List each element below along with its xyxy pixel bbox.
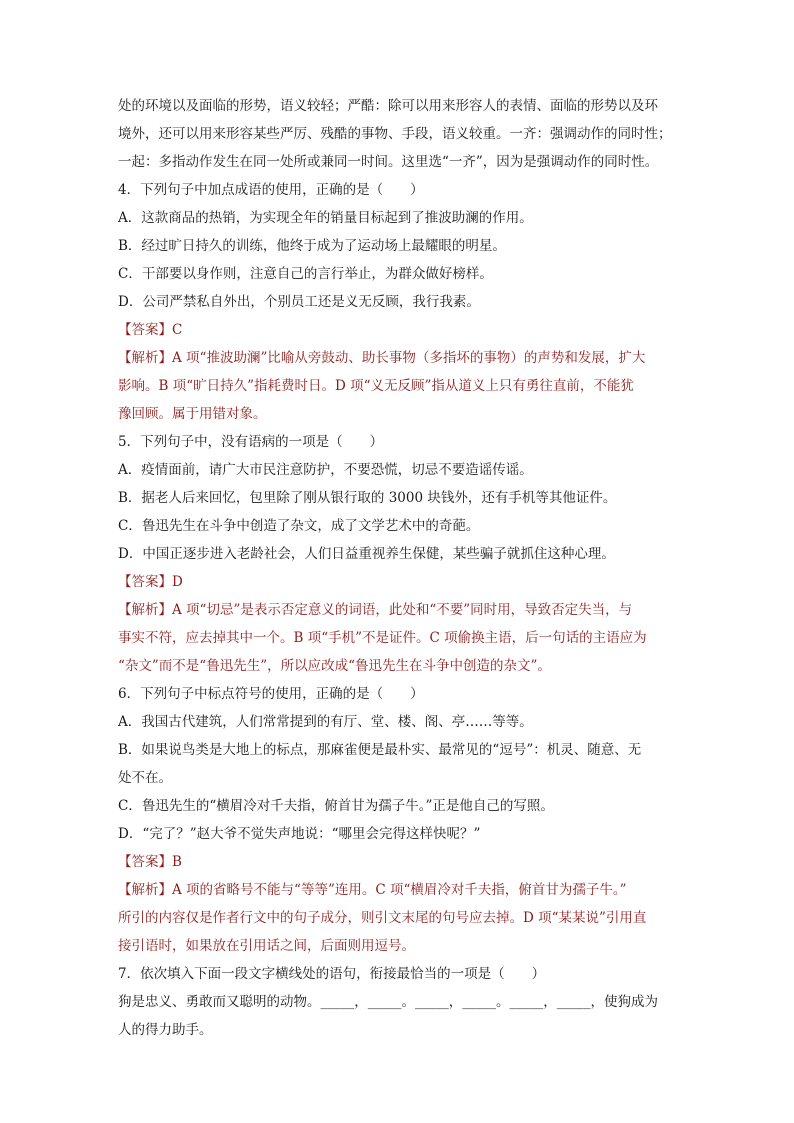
option-d: D．“完了？”赵大爷不觉失声地说：“哪里会完得这样快呢？”	[118, 826, 481, 842]
analysis-line: 【解析】A 项的省略号不能与“等等”连用。C 项“横眉冷对千夫指，俯首甘为孺子牛。”	[118, 882, 627, 898]
top-paragraph	[118, 92, 678, 176]
option-d: D．公司严禁私自外出，个别员工还是义无反顾，我行我素。	[118, 294, 480, 310]
option-c: C．鲁迅先生在斗争中创造了杂文，成了文学艺术中的奇葩。	[118, 518, 480, 534]
text-line: 处的环境以及面临的形势，语义较轻；严酷：除可以用来形容人的表情、面临的形势以及环	[118, 98, 658, 114]
option-b-continued: 处不在。	[118, 770, 172, 786]
option-b: B．经过旷日持久的训练，他终于成为了运动场上最耀眼的明星。	[118, 238, 506, 254]
question-7	[118, 960, 678, 1044]
option-a: A．我国古代建筑，人们常常提到的有厅、堂、楼、阁、亭……等等。	[118, 714, 533, 730]
option-b: B．如果说鸟类是大地上的标点，那麻雀便是最朴实、最常见的“逗号”：机灵、随意、无	[118, 742, 642, 758]
document-content	[118, 92, 678, 1044]
option-c: C．干部要以身作则，注意自己的言行举止，为群众做好榜样。	[118, 266, 493, 282]
option-c: C．鲁迅先生的“横眉冷对千夫指，俯首甘为孺子牛。”正是他自己的写照。	[118, 798, 554, 814]
option-b: B．据老人后来回忆，包里除了刚从银行取的 3000 块钱外，还有手机等其他证件。	[118, 490, 617, 506]
analysis-line: “杂文”而不是“鲁迅先生”，所以应改成“鲁迅先生在斗争中创造的杂文”。	[118, 658, 551, 674]
question-4	[118, 176, 678, 428]
analysis-line: 【解析】A 项“推波助澜”比喻从旁鼓动、助长事物（多指坏的事物）的声势和发展，扩大	[118, 350, 646, 366]
option-d: D．中国正逐步进入老龄社会，人们日益重视养生保健，某些骗子就抓住这种心理。	[118, 546, 615, 562]
answer-label: 【答案】D	[118, 574, 183, 590]
question-stem: 6．下列句子中标点符号的使用，正确的是（ ）	[118, 686, 424, 702]
answer-label: 【答案】C	[118, 322, 183, 338]
text-line: 一起：多指动作发生在同一处所或兼同一时间。这里选“一齐”，因为是强调动作的同时性。	[118, 154, 659, 170]
analysis-line: 所引的内容仅是作者行文中的句子成分，则引文末尾的句号应去掉。D 项“某某说”引用直	[118, 910, 647, 926]
question-5	[118, 428, 678, 680]
passage-line: 人的得力助手。	[118, 1022, 213, 1038]
analysis-line: 事实不符，应去掉其中一个。B 项“手机”不是证件。C 项偷换主语，后一句话的主语应为	[118, 630, 647, 646]
analysis-line: 豫回顾。属于用错对象。	[118, 406, 267, 422]
question-stem: 5．下列句子中，没有语病的一项是（ ）	[118, 434, 384, 450]
question-stem: 4．下列句子中加点成语的使用，正确的是（ ）	[118, 182, 424, 198]
question-stem: 7．依次填入下面一段文字横线处的语句，衔接最恰当的一项是（ ）	[118, 966, 546, 982]
analysis-line: 影响。B 项“旷日持久”指耗费时日。D 项“义无反顾”指从道义上只有勇往直前，不能犹	[118, 378, 634, 394]
analysis-line: 【解析】A 项“切忌”是表示否定意义的词语，此处和“不要”同时用，导致否定失当，与	[118, 602, 633, 618]
option-a: A．这款商品的热销，为实现全年的销量目标起到了推波助澜的作用。	[118, 210, 533, 226]
option-a: A．疫情面前，请广大市民注意防护，不要恐慌，切忌不要造谣传谣。	[118, 462, 533, 478]
passage-line: 狗是忠义、勇敢而又聪明的动物。_____，_____。_____，_____。_____，_____，使狗成为	[118, 994, 658, 1010]
analysis-line: 接引语时，如果放在引用话之间，后面则用逗号。	[118, 938, 415, 954]
question-6	[118, 680, 678, 960]
answer-label: 【答案】B	[118, 854, 182, 870]
text-line: 境外，还可以用来形容某些严厉、残酷的事物、手段，语义较重。一齐：强调动作的同时性；	[118, 126, 672, 142]
